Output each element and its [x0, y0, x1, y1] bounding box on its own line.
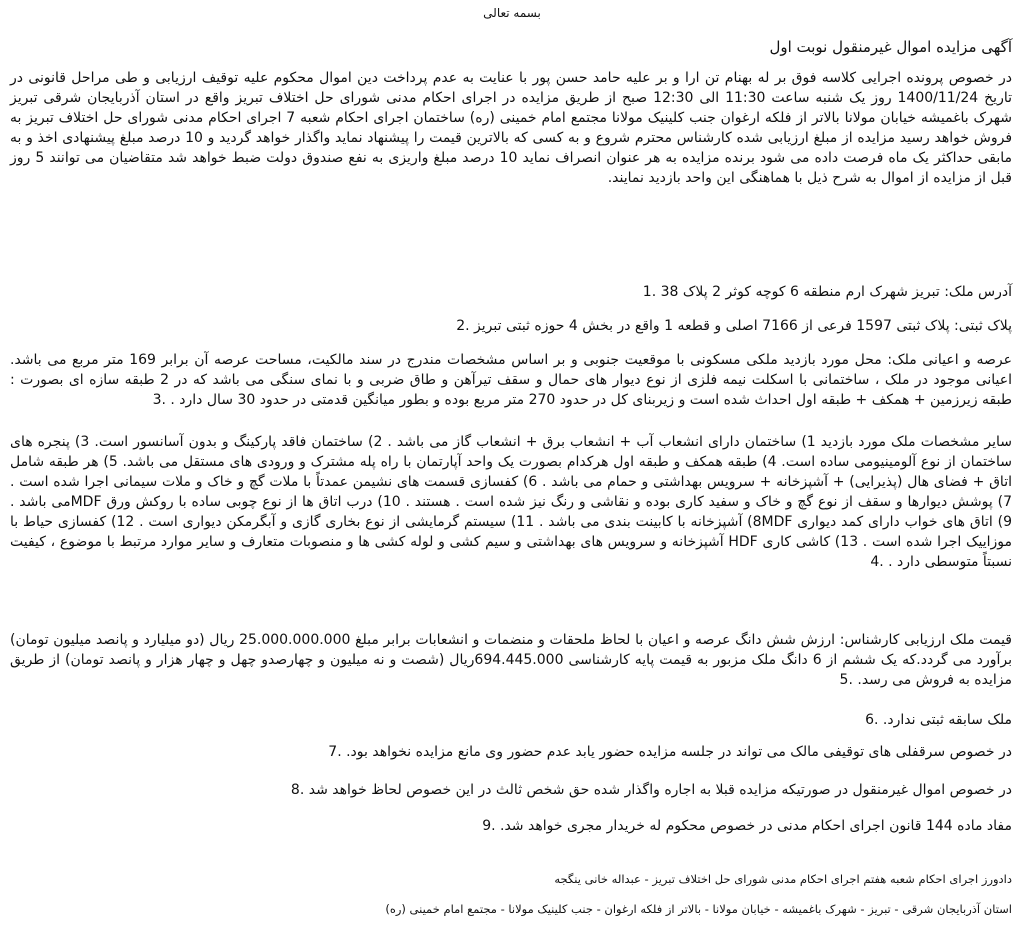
item-8-third-party-rights: در خصوص اموال غیرمنقول در صورتیکه مزایده قبلا به اجاره واگذار شده حق شخص ثالث در این خصوص لحاظ خواهد شد .8 [290, 782, 1012, 798]
item-5-appraisal: قیمت ملک ارزیابی کارشناس: ارزش شش دانگ عرصه و اعیان با لحاظ ملحقات و منضمات و انشعابات برابر مبلغ 25.000.000.000 ریال (دو میلیارد و پانصد میلیون تومان) برآورد می گردد.که یک ششم از 6 دانگ ملک مزبور به قیمت پایه کارشناسی 694.445.000ریال (شصت و نه میلیون و چهارصدو چهل و چهار هزار و پانصد تومان) از طریق مزایده به فروش می رسد. .5 [10, 632, 1013, 688]
header-invocation: بسمه تعالی [483, 6, 541, 20]
item-3-property-description: عرصه و اعیانی ملک: محل مورد بازدید ملکی مسکونی با موقعیت جنوبی و بر اساس مشخصات مندرج در سند مالکیت، مساحت عرصه آن برابر 169 متر مربع می باشد. اعیانی موجود در ملک ، ساختمانی با اسکلت نیمه فلزی از نوع دیوار های حمال و سقف تیرآهن و طاق ضربی و با نمای سنگی می باشد که در 2 طبقه سازه ای بصورت : طبقه زیرزمین + همکف + طبقه اول احداث شده است و زیربنای کل در حدود 270 متر مربع بوده و بطور میانگین قدمتی در حدود 30 سال دارد . .3 [10, 352, 1012, 408]
item-6-registration-history: ملک سابقه ثبتی ندارد. .6 [865, 712, 1012, 728]
item-1-address: آدرس ملک: تبریز شهرک ارم منطقه 6 کوچه کوثر 2 پلاک 38 .1 [642, 284, 1012, 300]
intro-paragraph: در خصوص پرونده اجرایی کلاسه فوق بر له بهنام تن ارا و بر علیه حامد حسن پور با عنایت به عدم پرداخت دین اموال محکوم علیه توقیف ارزیابی و طی مراحل قانونی در تاریخ 1400/11/24 روز یک شنبه ساعت 11:30 الی 12:30 صبح از طریق مزایده در اجرای احکام مدنی شورای حل اختلاف تبریز واقع در استان آذربایجان شرقی تبریز شهرک باغمیشه خیابان مولانا بالاتر از فلکه ارغوان جنب کلینیک مولانا مجتمع امام خمینی (ره) ساختمان اجرای احکام شعبه 7 اجرای احکام مدنی شورای حل اختلاف تبریز به فروش خواهد رسید مزایده از مبلغ ارزیابی شده کارشناس محترم شروع و به کسی که بالاترین قیمت را پیشنهاد نماید واگذار خواهد گردید و 10 درصد مبلغ پیشنهادی اخذ و به مابقی حداکثر یک ماه فرصت داده می شود برنده مزایده به هر عنوان انصراف نماید 10 درصد مبلغ واریزی به نفع صندوق دولت ضبط خواهد شد متقاضیان می توانند 5 روز قبل از مزایده از اموال به شرح ذیل با هماهنگی این واحد بازدید نمایند. [10, 70, 1013, 186]
signature-line: دادورز اجرای احکام شعبه هفتم اجرای احکام مدنی شورای حل اختلاف تبریز - عبداله خانی ینگجه [554, 872, 1012, 886]
item-7-goodwill: در خصوص سرقفلی های توقیفی مالک می تواند در جلسه مزایده حضور یابد عدم حضور وی مانع مزایده نخواهد بود. .7 [328, 744, 1012, 760]
item-9-article-144: مفاد ماده 144 قانون اجرای احکام مدنی در خصوص محکوم له خریدار مجری خواهد شد. .9 [482, 818, 1012, 834]
item-2-registration: پلاک ثبتی: پلاک ثبتی 1597 فرعی از 7166 اصلی و قطعه 1 واقع در بخش 4 حوزه ثبتی تبریز .2 [456, 318, 1012, 334]
footer-address: استان آذربایجان شرقی - تبریز - شهرک باغمیشه - خیابان مولانا - بالاتر از فلکه ارغوان - جنب کلینیک مولانا - مجتمع امام خمینی (ره) [385, 902, 1012, 916]
item-4-property-specs: سایر مشخصات ملک مورد بازدید 1) ساختمان دارای انشعاب آب + انشعاب برق + انشعاب گاز می باشد . 2) ساختمان فاقد پارکینگ و بدون آسانسور است. 3) پنجره های ساختمان از نوع آلومینیومی ساده است. 4) طبقه همکف و طبقه اول هرکدام بصورت یک واحد آپارتمان با راه پله مشترک و ورودی های مستقل می باشد. 5) هر طبقه شامل اتاق + فضای هال (پذیرایی) + آشپزخانه + سرویس بهداشتی و حمام می باشد . 6) کفسازی قسمت های نشیمن عمدتاً با ملات گچ و خاک و ملات سیمانی اجرا شده است . 7) پوشش دیوارها و سقف از نوع گچ و خاک و سفید کاری بوده و نقاشی و رنگ نیز شده است . هستند . 10) درب اتاق ها از نوع چوبی ساده با روکش ورق MDFمی باشد . 9) اتاق های خواب دارای کمد دیواری 8MDF) آشپزخانه با کابینت بندی می باشد . 11) سیستم گرمایشی از نوع بخاری گازی و آبگرمکن دیواری است . 12) کفسازی حیاط با موزاییک اجرا شده است . 13) کاشی کاری HDF آشپزخانه و سرویس های بهداشتی و سیم کشی و لوله کشی ها و منصوبات متعارف و سایر موارد مرتبط با موضوع ، کیفیت نسبتاً متوسطی دارد . .4 [10, 434, 1013, 570]
page-title: آگهی مزایده اموال غیرمنقول نوبت اول [769, 38, 1012, 56]
